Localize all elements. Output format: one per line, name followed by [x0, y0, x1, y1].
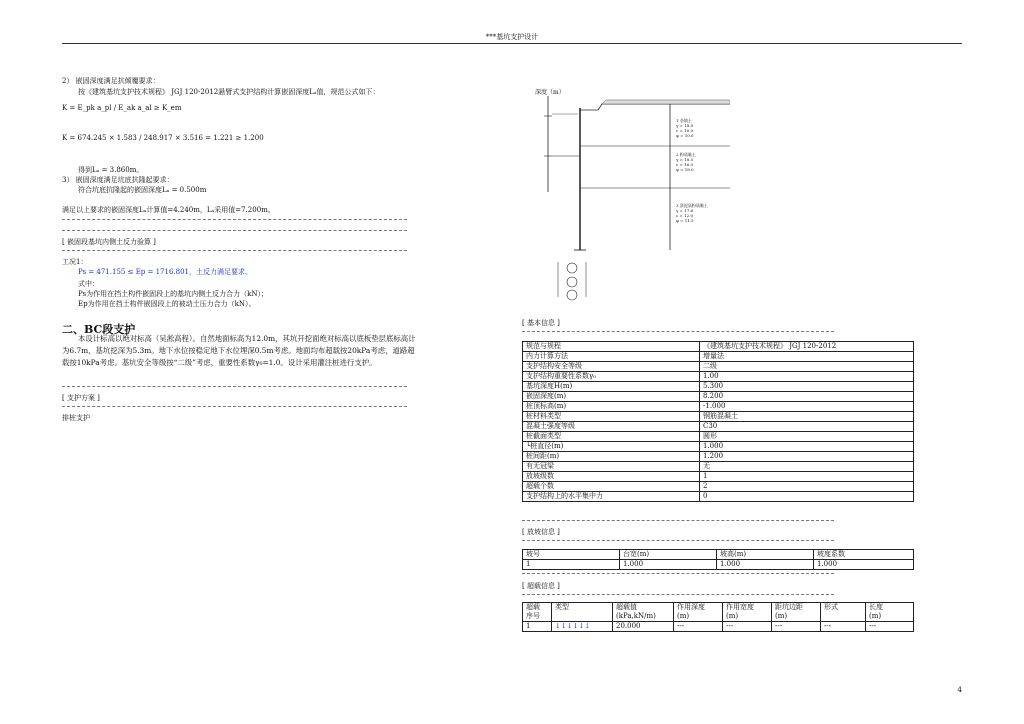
section-title: 二、BC段支护 — [62, 323, 136, 336]
page-number: 4 — [957, 686, 962, 694]
table-row: 规范与规程 《建筑基坑支护技术规程》 JGJ 120-2012 — [523, 342, 914, 352]
text-line: 得到Lₐ = 3.860m。 — [78, 166, 144, 174]
layer-note-1: 1 杂填土 γ = 18.0 c = 10.0 φ = 10.0 — [676, 118, 694, 138]
section-label: [ 嵌固段基坑内侧土反力验算 ] — [62, 238, 156, 246]
table-header-row: 坡号 台宽(m) 坡高(m) 坡度系数 — [523, 550, 914, 560]
section-label: [ 支护方案 ] — [62, 394, 100, 402]
depth-axis-label: 深度（m） — [535, 89, 565, 96]
table-header-row: 超载 序号 类型 超载值 (kPa,kN/m) 作用深度 (m) 作用宽度 (m) 距坑边距 (m) 形式 长度 (m) — [523, 603, 914, 622]
load-type-icon: ↓↓↓↓↓↓ — [552, 622, 613, 632]
formula-line: K = E_pk a_pl / E_ak a_al ≥ K_em — [62, 104, 182, 112]
header-rule — [62, 43, 962, 44]
page-header: ***基坑支护设计 — [485, 33, 539, 41]
separator — [62, 386, 407, 387]
text-line: Ep为作用在挡土构件嵌固段上的被动土压力合力（kN）。 — [78, 300, 256, 308]
table-row: 1 ↓↓↓↓↓↓ 20.000 --- --- --- --- --- — [523, 622, 914, 632]
text-line: Ps为作用在挡土构件嵌固段上的基坑内侧土反力合力（kN）； — [78, 290, 268, 298]
table-row: 嵌固深度(m) 8.200 — [523, 392, 914, 402]
text-line: 满足以上要求的嵌固深度Lₐ计算值=4.240m，Lₐ采用值=7.200m。 — [62, 206, 275, 214]
separator — [522, 594, 834, 595]
slope-info-title: [ 放坡信息 ] — [522, 528, 560, 536]
basic-info-title: [ 基本信息 ] — [522, 319, 560, 327]
separator — [62, 406, 407, 407]
scheme-value: 排桩支护 — [62, 414, 90, 422]
table-row: 放坡级数 1 — [523, 472, 914, 482]
text-line: 工况1： — [62, 258, 88, 266]
table-row: 1 1.000 1.000 1.000 — [523, 560, 914, 570]
table-row: 支护结构安全等级 二级 — [523, 362, 914, 372]
slope-info-table — [522, 549, 914, 570]
separator — [522, 573, 834, 574]
load-info-title: [ 超载信息 ] — [522, 582, 560, 590]
table-row: 桩间距(m) 1.200 — [523, 452, 914, 462]
layer-note-2: 2 粉质黏土 γ = 18.5 c = 16.0 φ = 18.0 — [676, 152, 696, 172]
text-line: 按《建筑基坑支护技术规程》 JGJ 120-2012悬臂式支护结构计算嵌固深度Lₐ值，规范公式如下： — [78, 88, 380, 96]
table-row: 桩顶标高(m) -1.000 — [523, 402, 914, 412]
design-paragraph: 本设计标高以绝对标高（吴淞高程）。自然地面标高为12.0m，其坑开挖面绝对标高以底板垫层底标高计为6.7m，基坑挖深为5.3m。地下水位按稳定地下水位埋深0.5m考虑。地面均布超载按20kPa考虑，道路超载按10kPa考虑。基坑安全等级按“二级”考虑，重要性系数γ₀=1.0。设计采用灌注桩进行支护。 — [62, 334, 416, 367]
text-line: 符合坑底抗隆起的嵌固深度Lₐ = 0.500m — [78, 186, 207, 194]
result-line: Ps = 471.155 ≤ Ep = 1716.801，土反力满足要求。 — [78, 268, 252, 276]
layer-note-3: 3 淤泥质粉质黏土 γ = 17.6 c = 12.0 φ = 11.5 — [676, 203, 708, 223]
table-row: └桩直径(m) 1.000 — [523, 442, 914, 452]
separator — [62, 219, 407, 220]
table-row: 基坑深度H(m) 5.300 — [523, 382, 914, 392]
separator — [522, 520, 834, 521]
basic-info-table — [522, 341, 914, 502]
text-line: 式中： — [78, 280, 99, 288]
table-row: 超载个数 2 — [523, 482, 914, 492]
table-row: 桩材料类型 钢筋混凝土 — [523, 412, 914, 422]
separator — [522, 540, 834, 541]
table-row: 有无冠梁 无 — [523, 462, 914, 472]
text-line: 3） 嵌固深度满足坑底抗隆起要求： — [62, 176, 174, 184]
table-row: 支护结构上的水平集中力 0 — [523, 492, 914, 502]
load-info-table — [522, 602, 914, 632]
text-line: 2） 嵌固深度满足抗倾覆要求： — [62, 77, 160, 85]
separator — [522, 331, 834, 332]
table-row: 内力计算方法 增量法 — [523, 352, 914, 362]
pit-section-diagram — [530, 92, 730, 302]
table-row: 桩截面类型 圆形 — [523, 432, 914, 442]
separator — [62, 230, 407, 231]
table-row: 支护结构重要性系数γ₀ 1.00 — [523, 372, 914, 382]
table-row: 混凝土强度等级 C30 — [523, 422, 914, 432]
separator — [62, 250, 407, 251]
formula-line: K = 674.245 × 1.583 / 248.917 × 3.516 = 1.221 ≥ 1.200 — [62, 134, 264, 142]
